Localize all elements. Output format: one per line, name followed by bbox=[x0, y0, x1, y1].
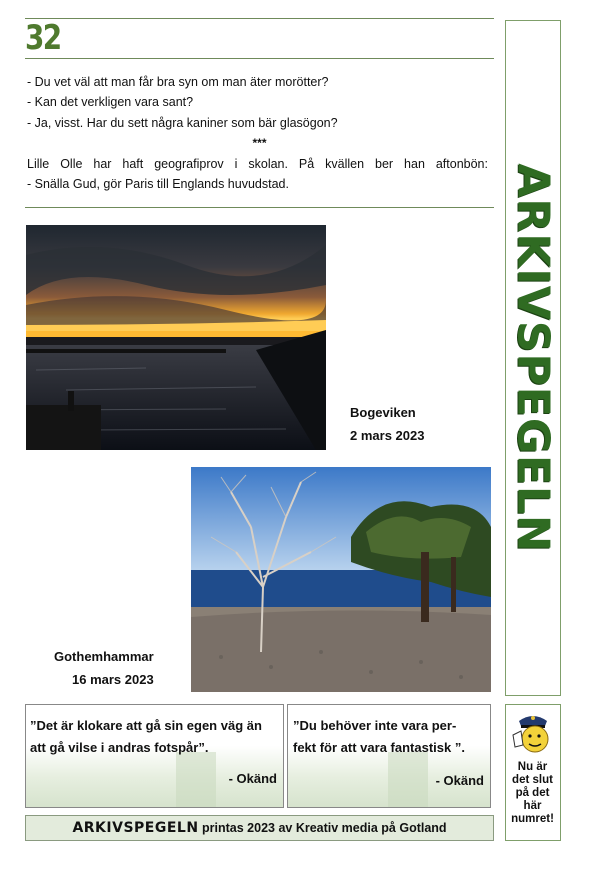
sidebar-frame bbox=[505, 20, 561, 696]
quote1-text bbox=[30, 715, 282, 759]
quote2-text bbox=[293, 715, 489, 759]
end-note-line: här bbox=[523, 800, 542, 812]
joke-separator: *** bbox=[252, 136, 267, 150]
shore-photo bbox=[191, 467, 491, 692]
quote1-author: - Okänd bbox=[228, 771, 277, 786]
quote-box-2 bbox=[287, 704, 491, 808]
quote2-line-2: fekt för att vara fantastisk ”. bbox=[293, 740, 465, 755]
quote-bg-decoration bbox=[388, 752, 428, 807]
joke-line-3: - Ja, visst. Har du sett några kaniner som bär glasögon? bbox=[27, 116, 338, 130]
police-smiley-icon bbox=[509, 709, 557, 757]
photo1-caption bbox=[350, 401, 424, 447]
sidebar-title: ARKIVSPEGELN bbox=[507, 163, 559, 553]
quote-bg-decoration bbox=[176, 752, 216, 807]
photo2-place: Gothemhammar bbox=[54, 649, 154, 664]
end-note-box bbox=[505, 704, 561, 841]
joke-line-1: - Du vet väl att man får bra syn om man äter morötter? bbox=[27, 75, 329, 89]
photo2-caption bbox=[54, 645, 154, 691]
header-rule bbox=[25, 58, 494, 59]
footer-brand: ARKIVSPEGELN bbox=[72, 820, 199, 836]
jokes-bottom-rule bbox=[25, 207, 494, 208]
sunset-photo bbox=[26, 225, 326, 450]
end-note-line: Nu är bbox=[517, 761, 548, 773]
page-number: 32 bbox=[25, 18, 61, 58]
photo2-date: 16 mars 2023 bbox=[72, 672, 154, 687]
end-note-line: numret! bbox=[511, 813, 554, 825]
quote-box-1 bbox=[25, 704, 284, 808]
quote1-line-2: att gå vilse i andras fotspår”. bbox=[30, 740, 209, 755]
end-note-text bbox=[506, 761, 559, 826]
footer-banner bbox=[25, 815, 494, 841]
quote1-line-1: ”Det är klokare att gå sin egen väg än bbox=[30, 718, 262, 733]
photo1-place: Bogeviken bbox=[350, 405, 416, 420]
joke2-line-2: - Snälla Gud, gör Paris till Englands huvudstad. bbox=[27, 177, 289, 191]
end-note-line: det slut bbox=[512, 774, 553, 786]
photo1-date: 2 mars 2023 bbox=[350, 428, 425, 443]
footer-text: printas 2023 av Kreativ media på Gotland bbox=[198, 821, 447, 835]
joke2-line-1: Lille Olle har haft geografiprov i skolan. På kvällen ber han aftonbön: bbox=[27, 157, 488, 171]
quote2-author: - Okänd bbox=[435, 773, 484, 788]
joke-line-2: - Kan det verkligen vara sant? bbox=[27, 95, 194, 109]
top-rule bbox=[25, 18, 494, 19]
quote2-line-1: ”Du behöver inte vara per- bbox=[293, 718, 457, 733]
end-note-line: på det bbox=[515, 787, 550, 799]
